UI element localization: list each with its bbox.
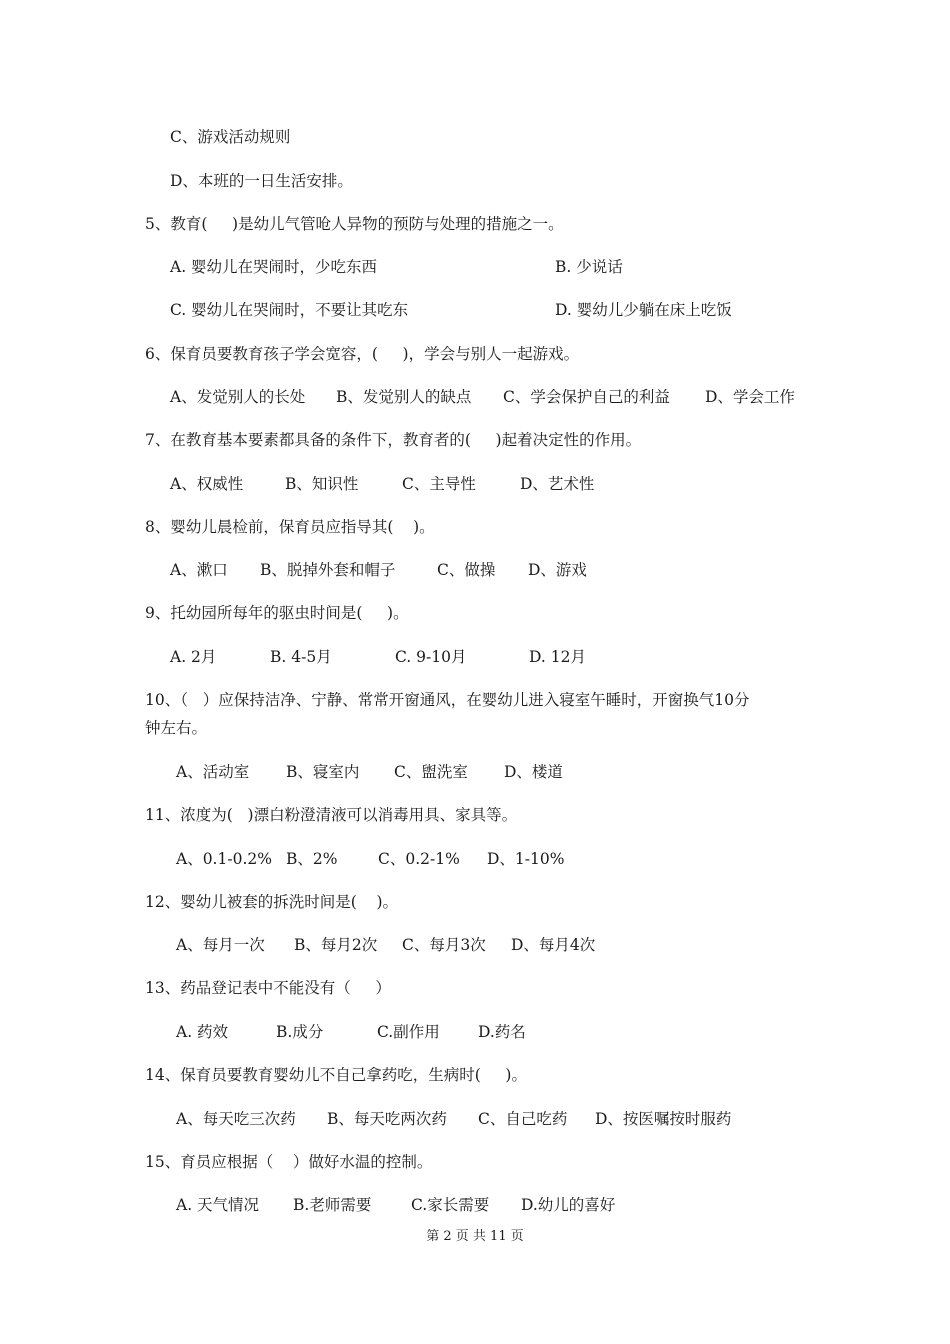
option-a: A. 天气情况 [176, 1196, 260, 1214]
option-a: A、发觉别人的长处 [170, 388, 306, 406]
option-c: C、自己吃药 [478, 1110, 568, 1128]
question-15: 15、育员应根据（ ）做好水温的控制。 [145, 1153, 433, 1171]
option-b: B. 少说话 [555, 258, 623, 276]
question-8-options [170, 560, 830, 580]
option-d: D、艺术性 [520, 475, 595, 493]
option-a: A. 药效 [176, 1023, 229, 1041]
option-b: B、每月2次 [294, 936, 378, 954]
question-9: 9、托幼园所每年的驱虫时间是( )。 [145, 604, 409, 622]
option-d: D、按医嘱按时服药 [595, 1110, 732, 1128]
question-11-options [176, 849, 836, 869]
option-b: B.老师需要 [293, 1196, 372, 1214]
option-c: C. 婴幼儿在哭闹时，不要让其吃东 [170, 301, 409, 319]
question-7-options [170, 474, 830, 494]
question-8: 8、婴幼儿晨检前，保育员应指导其( )。 [145, 518, 435, 536]
option-d: D、游戏 [528, 561, 587, 579]
option-d: D. 12月 [529, 648, 586, 666]
option-a: A. 2月 [170, 648, 217, 666]
option-a: A、每天吃三次药 [176, 1110, 296, 1128]
question-13: 13、药品登记表中不能没有（ ） [145, 979, 391, 997]
question-10-line2: 钟左右。 [145, 719, 208, 737]
option-d: D.药名 [478, 1023, 526, 1041]
option-b: B、知识性 [285, 475, 359, 493]
option-a: A. 婴幼儿在哭闹时，少吃东西 [170, 258, 378, 276]
question-11: 11、浓度为( )漂白粉澄清液可以消毒用具、家具等。 [145, 806, 518, 824]
page-footer: 第 2 页 共 11 页 [426, 1229, 524, 1244]
option-a: A、活动室 [176, 763, 250, 781]
option-b: B. 4-5月 [270, 648, 332, 666]
option-b: B、脱掉外套和帽子 [260, 561, 396, 579]
option-c: C、盥洗室 [394, 763, 468, 781]
question-5-options-row2 [170, 300, 830, 320]
option-b: B、每天吃两次药 [327, 1110, 447, 1128]
option-c: C. 9-10月 [395, 648, 467, 666]
question-5-options-row1 [170, 257, 830, 277]
question-14: 14、保育员要教育婴幼儿不自己拿药吃，生病时( )。 [145, 1066, 527, 1084]
option-c: C.副作用 [377, 1023, 440, 1041]
question-15-options [176, 1195, 836, 1215]
option-c: C、做操 [437, 561, 496, 579]
question-12: 12、婴幼儿被套的拆洗时间是( )。 [145, 893, 399, 911]
question-12-options [176, 935, 836, 955]
option-a: A、0.1-0.2% [176, 850, 272, 868]
option-c-games: C、游戏活动规则 [170, 128, 291, 146]
option-c: C、0.2-1% [378, 850, 460, 868]
option-a: A、权威性 [170, 475, 244, 493]
option-d-daily: D、本班的一日生活安排。 [170, 172, 353, 190]
option-d: D.幼儿的喜好 [521, 1196, 616, 1214]
option-b: B、寝室内 [286, 763, 360, 781]
question-7: 7、在教育基本要素都具备的条件下，教育者的( )起着决定性的作用。 [145, 431, 642, 449]
option-d: D、每月4次 [511, 936, 596, 954]
question-6: 6、保育员要教育孩子学会宽容，( )，学会与别人一起游戏。 [145, 345, 580, 363]
option-b: B、发觉别人的缺点 [336, 388, 472, 406]
option-b: B、2% [286, 850, 338, 868]
option-d: D. 婴幼儿少躺在床上吃饭 [555, 301, 732, 319]
question-14-options [176, 1109, 836, 1129]
question-13-options [176, 1022, 836, 1042]
question-10-line1: 10、（ ）应保持洁净、宁静、常常开窗通风，在婴幼儿进入寝室午睡时，开窗换气10分 [145, 691, 750, 709]
option-c: C、主导性 [402, 475, 476, 493]
question-10-options [176, 762, 836, 782]
option-d: D、学会工作 [705, 388, 795, 406]
option-d: D、楼道 [504, 763, 563, 781]
option-a: A、每月一次 [176, 936, 265, 954]
option-c: C.家长需要 [411, 1196, 490, 1214]
question-6-options [170, 387, 830, 407]
option-b: B.成分 [276, 1023, 324, 1041]
option-c: C、每月3次 [402, 936, 486, 954]
option-a: A、漱口 [170, 561, 228, 579]
option-c: C、学会保护自己的利益 [503, 388, 670, 406]
question-9-options [170, 647, 830, 667]
question-5: 5、教育( )是幼儿气管呛人异物的预防与处理的措施之一。 [145, 215, 564, 233]
option-d: D、1-10% [487, 850, 565, 868]
